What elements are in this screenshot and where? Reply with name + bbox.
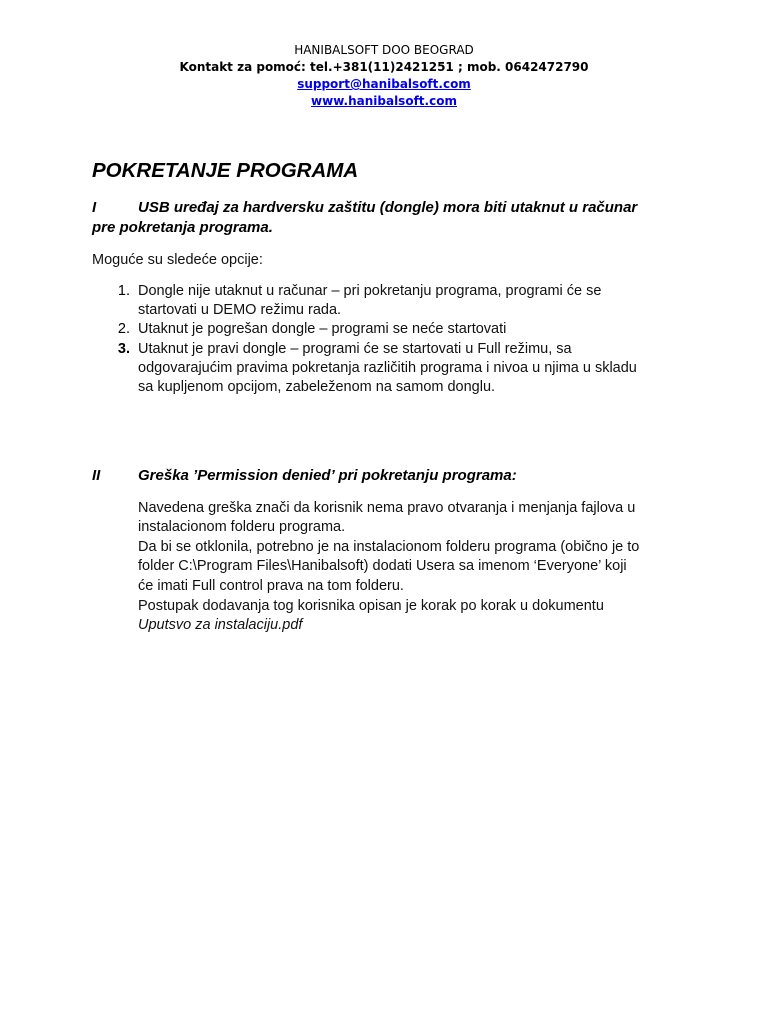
section2-numeral: II: [92, 467, 101, 484]
section2-line3: Da bi se otklonila, potrebno je na instalacionom folderu programa (obično je to: [138, 539, 640, 555]
option1-number: 1.: [117, 283, 130, 299]
website-line: [0, 93, 768, 109]
section2-line2: instalacionom folderu programa.: [138, 519, 346, 535]
option1-line2: startovati u DEMO režimu rada.: [138, 302, 342, 318]
section2-line5: će imati Full control prava na tom folderu.: [138, 578, 404, 594]
company-name: HANIBALSOFT DOO BEOGRAD: [294, 43, 474, 57]
section2-heading: Greška ’Permission denied’ pri pokretanju programa:: [138, 467, 517, 484]
section2-document-name: Uputsvo za instalaciju.pdf: [138, 617, 303, 633]
page-title: POKRETANJE PROGRAMA: [92, 159, 359, 182]
section1-heading-line2: pre pokretanja programa.: [92, 219, 273, 236]
email-line: [0, 76, 768, 92]
section2-line1: Navedena greška znači da korisnik nema pravo otvaranja i menjanja fajlova u: [138, 500, 636, 516]
option2-number: 2.: [117, 321, 130, 337]
section1-numeral: I: [92, 199, 97, 216]
section2-line4: folder C:\Program Files\Hanibalsoft) dodati Usera sa imenom ‘Everyone’ koji: [138, 558, 627, 574]
option3-line2: odgovarajućim pravima pokretanja različitih programa i nivoa u njima u skladu: [138, 360, 637, 376]
contact-line: Kontakt za pomoć: tel.+381(11)2421251 ; mob. 0642472790: [179, 60, 589, 74]
section1-intro: Moguće su sledeće opcije:: [92, 252, 263, 268]
section1-heading-line1: USB uređaj za hardversku zaštitu (dongle) mora biti utaknut u računar: [138, 199, 638, 216]
option2-line1: Utaknut je pogrešan dongle – programi se neće startovati: [138, 321, 507, 337]
option3-line1: Utaknut je pravi dongle – programi će se startovati u Full režimu, sa: [138, 341, 572, 357]
option3-number: 3.: [117, 341, 130, 357]
website-link[interactable]: www.hanibalsoft.com: [311, 94, 457, 108]
option3-line3: sa kupljenom opcijom, zabeleženom na samom donglu.: [138, 379, 496, 395]
option1-line1: Dongle nije utaknut u računar – pri pokretanju programa, programi će se: [138, 283, 602, 299]
section2-line6: Postupak dodavanja tog korisnika opisan je korak po korak u dokumentu: [138, 598, 604, 614]
email-link[interactable]: support@hanibalsoft.com: [297, 77, 471, 91]
